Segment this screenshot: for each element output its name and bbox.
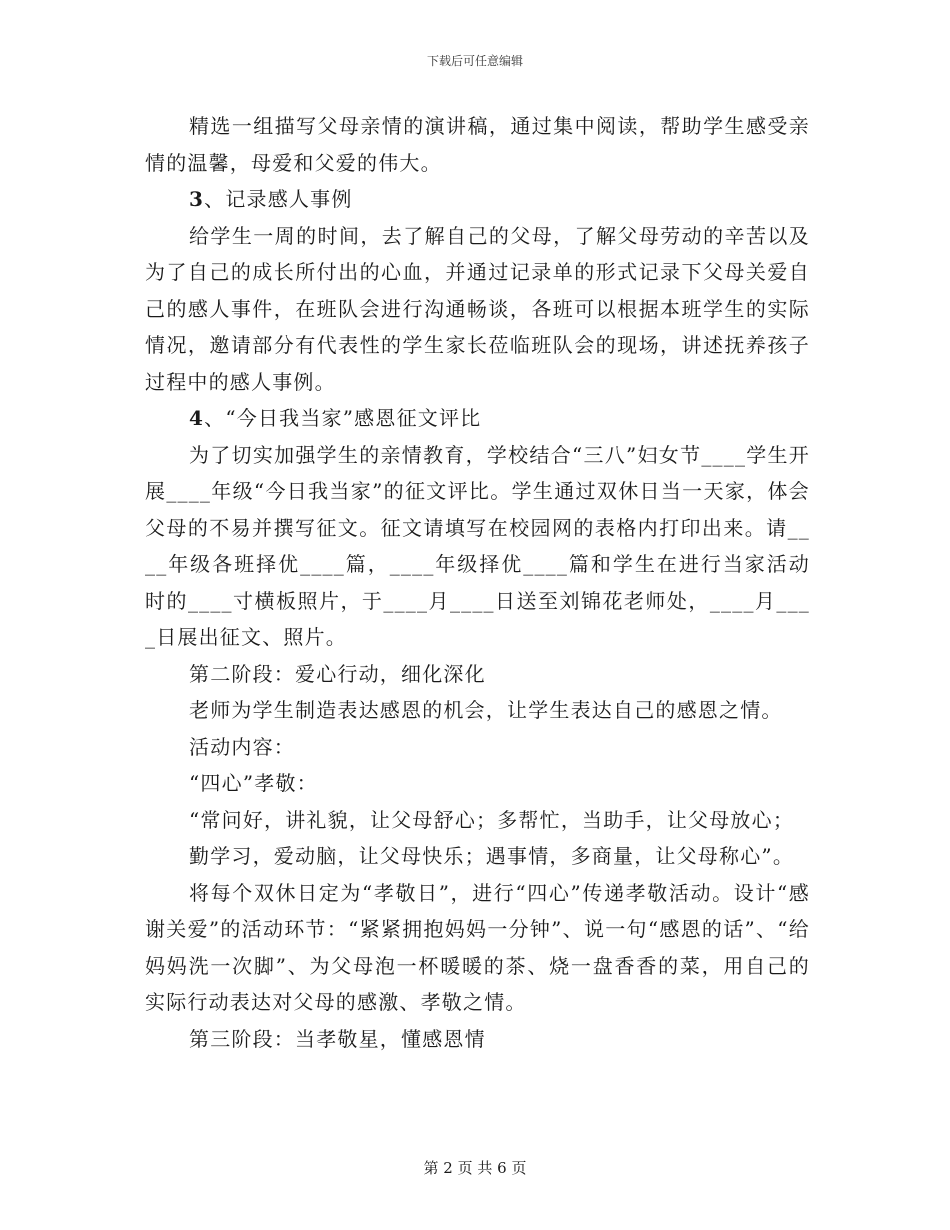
section-heading-4 [145,400,810,437]
stage-two-title: 第二阶段：爱心行动，细化深化 [189,661,486,686]
section-number-4: 4 [189,406,205,430]
section-heading-3 [145,181,810,218]
paragraph-intro-reading: 精选一组描写父母亲情的演讲稿，通过集中阅读，帮助学生感受亲情的温馨，母爱和父爱的伟大。 [145,114,810,175]
paragraph-filial-day: 将每个双休日定为“孝敬日”，进行“四心”传递孝敬活动。设计“感谢关爱”的活动环节：“紧紧拥抱妈妈一分钟”、说一句“感恩的话”、“给妈妈洗一次脚”、为父母泡一杯暖暖的茶、烧一盘香香的菜，用自己的实际行动表达对父母的感激、孝敬之情。 [145,880,810,1014]
paragraph-teacher-opportunity: 老师为学生制造表达感恩的机会，让学生表达自己的感恩之情。 [189,698,783,722]
document-body [145,108,810,1057]
stage-three-title: 第三阶段：当孝敬星，懂感恩情 [189,1026,486,1051]
quote-line-1: “常问好，讲礼貌，让父母舒心；多帮忙，当助手，让父母放心； [189,807,795,832]
quote-line-2: 勤学习，爱动脑，让父母快乐；遇事情，多商量，让父母称心”。 [189,844,795,868]
section-title-3: 、记录感人事例 [204,187,353,211]
section-number-3: 3 [189,187,205,211]
paragraph-record-events: 给学生一周的时间，去了解自己的父母，了解父母劳动的辛苦以及为了自己的成长所付出的心血，并通过记录单的形式记录下父母关爱自己的感人事件，在班队会进行沟通畅谈，各班可以根据本班学生的实际情况，邀请部分有代表性的学生家长莅临班队会的现场，讲述抚养孩子过程中的感人事例。 [145,223,810,394]
page-header: 下载后可任意编辑 [426,54,523,68]
activity-content-label: 活动内容： [189,734,295,759]
section-title-4: 、“今日我当家”感恩征文评比 [204,406,482,430]
four-hearts-label: “四心”孝敬： [189,771,318,795]
paragraph-essay-contest: 为了切实加强学生的亲情教育，学校结合“三八”妇女节____学生开展____年级“今日我当家”的征文评比。学生通过双休日当一天家，体会父母的不易并撰写征文。征文请填写在校园网的表格内打印出来。请____年级各班择优____篇，____年级择优____篇和学生在进行当家活动时的____寸横板照片，于____月____日送至刘锦花老师处，____月____日展出征文、照片。 [145,442,810,649]
page-footer: 第 2 页 共 6 页 [423,1159,527,1177]
